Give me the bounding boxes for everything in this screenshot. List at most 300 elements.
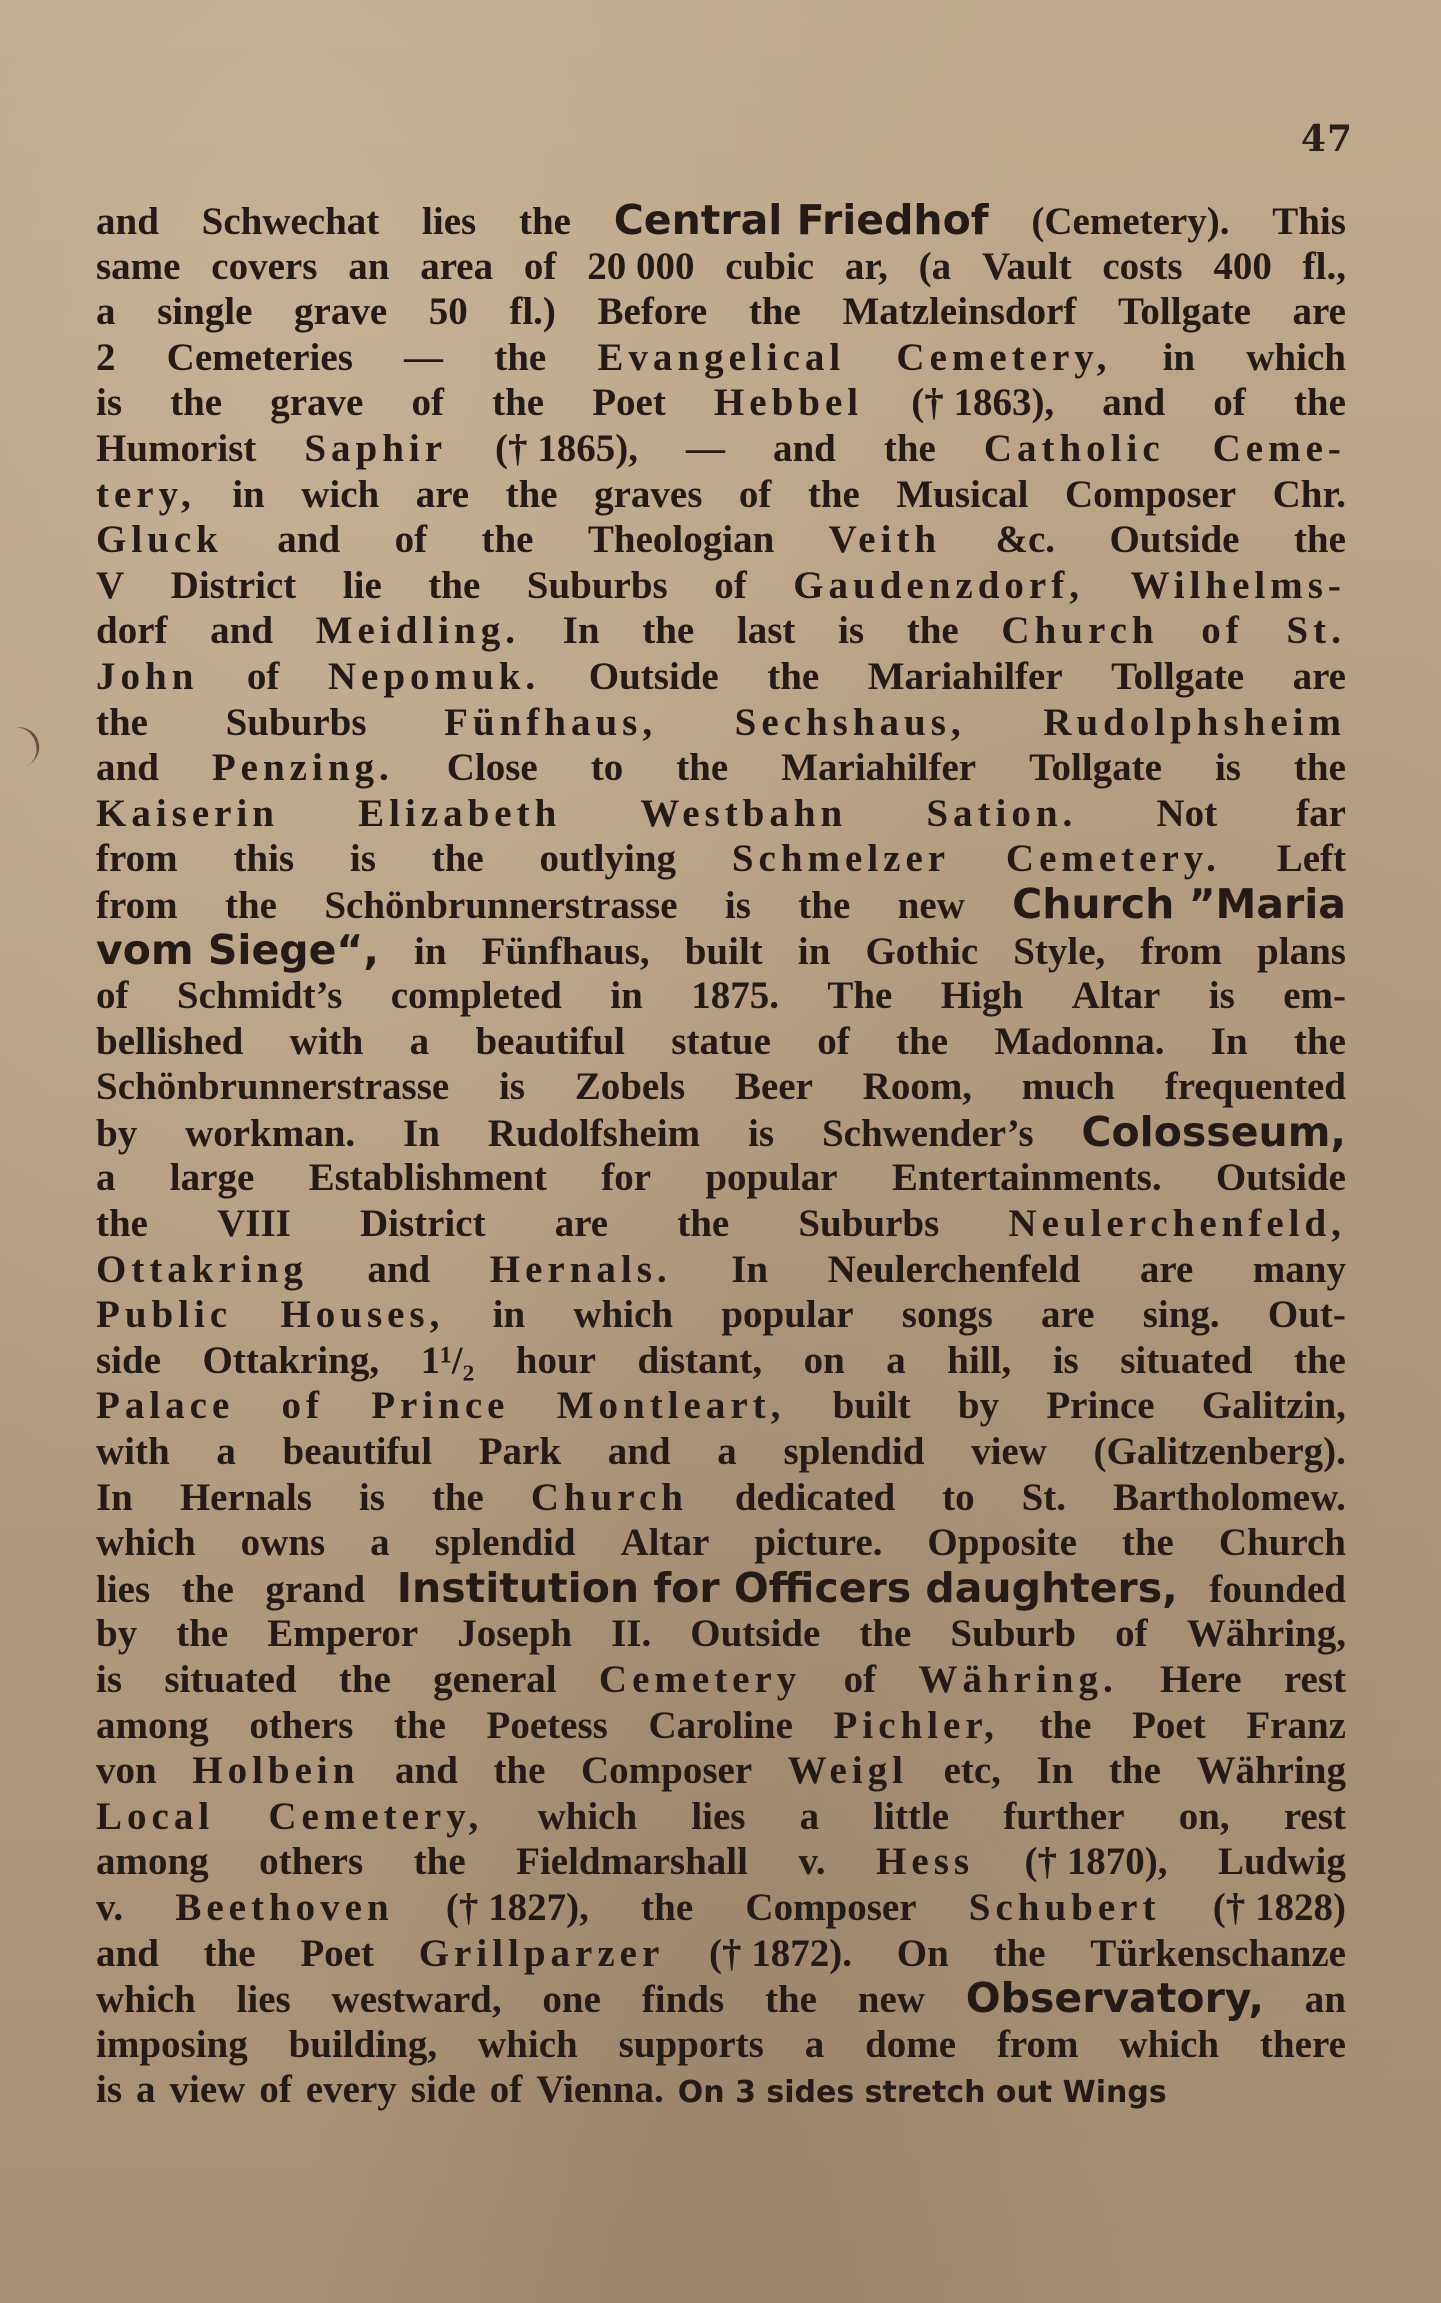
word: is <box>748 1111 775 1155</box>
word: Outside <box>588 654 719 698</box>
text-line <box>96 1064 1346 1110</box>
word: Ottakring, <box>202 1338 380 1382</box>
word: Humorist <box>96 426 257 470</box>
word: Hernals. <box>489 1247 672 1291</box>
word: from <box>996 2022 1079 2066</box>
word: rest <box>1283 1794 1346 1838</box>
word: Out- <box>1267 1293 1346 1337</box>
word: beautiful <box>282 1430 433 1474</box>
word: of <box>1201 609 1244 653</box>
word: of <box>259 2068 292 2112</box>
word: Church <box>1001 609 1159 653</box>
word: the <box>859 1612 912 1656</box>
text-line <box>96 1107 1346 1156</box>
word: von <box>96 1749 157 1793</box>
word: Schönbrunnerstrasse <box>324 883 678 927</box>
word: Poet <box>1132 1703 1206 1747</box>
word: general <box>433 1658 557 1701</box>
word: This <box>1272 200 1346 243</box>
word: Cemetery, <box>896 335 1112 379</box>
text-line <box>96 608 1346 654</box>
word: the <box>1293 1338 1346 1382</box>
word: lies <box>96 1567 151 1611</box>
word: others <box>249 1703 354 1747</box>
word: a <box>96 1156 116 1200</box>
word: 1875. <box>691 974 779 1018</box>
word: built <box>684 929 763 973</box>
word: — <box>685 426 725 470</box>
word: Währing, <box>1186 1612 1346 1656</box>
word: v. <box>798 1840 826 1884</box>
word: of <box>817 1019 850 1063</box>
word: Ottakring <box>96 1247 308 1291</box>
word: by <box>96 1111 138 1155</box>
word: Nepomuk. <box>327 654 541 698</box>
word: is <box>358 1475 385 1519</box>
text-line <box>96 879 1346 928</box>
word: Cemeteries <box>166 335 353 379</box>
word: from <box>96 883 178 927</box>
text-line <box>96 2022 1346 2068</box>
text-line <box>96 1201 1346 1247</box>
word: dedicated <box>734 1475 896 1519</box>
word: a <box>717 1430 737 1474</box>
text-line <box>96 1247 1346 1293</box>
word: is <box>1214 746 1241 790</box>
word: Gothic <box>865 929 979 973</box>
word: Grillparzer <box>418 1931 665 1975</box>
word: Observatory, <box>965 1974 1264 2023</box>
word: the <box>493 1749 546 1793</box>
word: the <box>1039 1703 1092 1747</box>
word: the <box>798 883 851 927</box>
text-line <box>96 1794 1346 1840</box>
word: among <box>96 1840 209 1884</box>
word: 1¹/₂ <box>420 1338 475 1382</box>
word: large <box>169 1156 255 1200</box>
word: In <box>403 1111 440 1155</box>
word: Cemetery <box>598 1658 802 1701</box>
word: area <box>420 244 494 288</box>
word: v. <box>96 1885 124 1929</box>
word: VIII <box>217 1202 291 1246</box>
word: († 1870), <box>1024 1840 1168 1884</box>
word: finds <box>641 1978 725 2022</box>
word: on <box>803 1338 845 1382</box>
word: every <box>305 2068 397 2112</box>
word: Poet <box>592 381 666 425</box>
word: Türkenschanze <box>1090 1931 1346 1975</box>
word: &c. <box>995 518 1056 562</box>
word: Neulerchenfeld <box>827 1247 1081 1291</box>
word: Meidling. <box>315 609 520 653</box>
word: the <box>764 1978 817 2022</box>
word: dorf <box>96 609 168 653</box>
word: hill, <box>947 1338 1012 1382</box>
word: Mariahilfer <box>781 746 977 790</box>
word: Schmelzer <box>731 837 951 881</box>
word: the <box>170 381 223 425</box>
margin-mark <box>0 722 45 771</box>
word: by <box>96 1612 138 1656</box>
word: the <box>492 381 545 425</box>
word: a <box>216 1430 236 1474</box>
word: are <box>415 472 470 516</box>
word: a <box>804 2022 825 2066</box>
word: dome <box>865 2022 957 2066</box>
word: the <box>676 746 729 790</box>
word: little <box>873 1794 950 1838</box>
text-line <box>96 700 1346 746</box>
word: of <box>738 472 772 516</box>
word: further <box>1003 1794 1125 1838</box>
word: Houses, <box>280 1293 445 1337</box>
word: the <box>906 609 959 653</box>
text-line <box>96 1019 1346 1065</box>
word: Währing <box>1196 1749 1346 1793</box>
word: Park <box>478 1430 562 1474</box>
word: in <box>797 929 831 973</box>
word: the <box>1293 746 1346 790</box>
word: Hess <box>876 1840 975 1884</box>
word: picture. <box>754 1521 883 1565</box>
word: the <box>748 290 801 334</box>
word: Währing. <box>918 1658 1118 1701</box>
word: are <box>1139 1247 1194 1291</box>
word: of <box>843 1658 877 1701</box>
word: Fünfhaus, <box>481 929 650 973</box>
word: of <box>394 518 428 562</box>
word: Tollgate <box>1117 290 1251 334</box>
word: Not <box>1156 791 1218 835</box>
word: Composer <box>1065 472 1237 516</box>
word: to <box>590 746 624 790</box>
word: Penzing. <box>211 746 394 790</box>
word: Veith <box>828 518 942 562</box>
word: single <box>157 290 253 334</box>
word: of <box>489 2068 523 2112</box>
word: rest <box>1283 1658 1346 1701</box>
text-line <box>96 1748 1346 1794</box>
word: the <box>393 1703 446 1747</box>
word: a <box>370 1521 390 1565</box>
word: with <box>96 1430 170 1474</box>
word: in <box>610 974 643 1018</box>
word: Wilhelms- <box>1130 563 1346 607</box>
word: from <box>1140 929 1222 973</box>
text-line <box>96 426 1346 472</box>
word: a <box>136 2068 156 2112</box>
word: the <box>642 609 695 653</box>
text-line <box>96 380 1346 426</box>
word: and <box>96 746 159 790</box>
word: by <box>957 1384 1000 1428</box>
word: which <box>1119 2022 1220 2066</box>
word: Here <box>1160 1658 1242 1701</box>
word: Poet <box>300 1931 374 1975</box>
word: and <box>96 200 159 243</box>
word: founded <box>1209 1567 1346 1611</box>
word: V <box>96 563 125 607</box>
word: plans <box>1257 929 1346 973</box>
word: († 1872). <box>709 1931 853 1975</box>
word: graves <box>594 472 703 516</box>
word: Emperor <box>267 1612 419 1656</box>
word: — <box>404 335 444 379</box>
word: a <box>409 1019 430 1063</box>
word: workman. <box>185 1111 356 1155</box>
word: is <box>1208 974 1235 1018</box>
text-line <box>96 2067 1346 2113</box>
word: Suburbs <box>526 563 668 607</box>
word: Gaudenzdorf, <box>793 563 1084 607</box>
text-line <box>96 1703 1346 1749</box>
word: built <box>832 1384 911 1428</box>
word: new <box>857 1978 925 2022</box>
word: ar, <box>844 244 888 288</box>
word: grave <box>294 290 388 334</box>
word: etc, <box>943 1749 1001 1793</box>
word: same <box>96 244 181 288</box>
word: Composer <box>745 1885 917 1929</box>
word: Local <box>96 1794 215 1838</box>
text-line <box>96 1657 1346 1703</box>
word: supports <box>618 2022 764 2066</box>
word: are <box>1292 290 1346 334</box>
word: Tollgate <box>1029 746 1162 790</box>
word: the <box>883 426 936 470</box>
word: the <box>338 1658 391 1701</box>
word: of <box>523 244 557 288</box>
word: is <box>498 1065 525 1109</box>
word: and <box>772 426 836 470</box>
word: which <box>1246 335 1346 379</box>
word: distant, <box>637 1338 763 1382</box>
word: Westbahn <box>640 791 848 835</box>
word: far <box>1296 791 1346 835</box>
word: Weigl <box>787 1749 909 1793</box>
word: of <box>1213 381 1246 425</box>
word: frequented <box>1164 1065 1346 1109</box>
word: one <box>542 1978 601 2022</box>
text-line <box>96 1839 1346 1885</box>
word: In <box>96 1475 133 1519</box>
word: Hebbel <box>713 381 864 425</box>
word: Rudolfsheim <box>487 1111 701 1155</box>
text-line <box>96 836 1346 882</box>
word: which <box>537 1794 638 1838</box>
word: others <box>259 1840 364 1884</box>
word: the <box>203 1931 256 1975</box>
text-line <box>96 335 1346 381</box>
word: and <box>367 1247 431 1291</box>
word: the <box>641 1885 694 1929</box>
word: among <box>96 1703 209 1747</box>
text-line <box>96 1563 1346 1612</box>
word: († 1863), <box>911 381 1055 425</box>
text-line <box>96 472 1346 518</box>
word: with <box>289 1019 364 1063</box>
word: is <box>1052 1338 1079 1382</box>
word: Hernals <box>179 1475 312 1519</box>
word: Palace <box>96 1384 235 1428</box>
word: Cemetery, <box>268 1794 484 1838</box>
word: building, <box>288 2022 438 2066</box>
word: westward, <box>331 1978 502 2022</box>
word: hour <box>515 1338 596 1382</box>
word: the <box>1121 1521 1174 1565</box>
word: the <box>896 1019 949 1063</box>
word: on, <box>1178 1794 1230 1838</box>
text-line <box>96 1292 1346 1338</box>
text-line <box>96 1155 1346 1201</box>
word: District <box>170 563 297 607</box>
word: Poetess <box>486 1703 608 1747</box>
word: of <box>96 974 129 1018</box>
word: Prince <box>371 1384 510 1428</box>
word: In <box>1036 1749 1074 1793</box>
word: cubic <box>725 244 815 288</box>
word: Caroline <box>648 1703 793 1747</box>
word: are <box>554 1202 609 1246</box>
word: In <box>562 609 600 653</box>
word: Altar <box>620 1521 710 1565</box>
text-line <box>96 654 1346 700</box>
text-line <box>96 244 1346 290</box>
word: (Galitzenberg). <box>1093 1430 1346 1474</box>
word: Mariahilfer <box>867 654 1063 698</box>
word: Evangelical <box>597 335 846 379</box>
word: Schwender’s <box>821 1111 1034 1155</box>
word: Ceme- <box>1212 426 1346 470</box>
word: Left <box>1276 837 1346 881</box>
word: vom Siege“, <box>96 925 379 974</box>
word: grand <box>265 1567 366 1611</box>
word: Galitzin, <box>1201 1384 1346 1428</box>
word: the <box>505 472 558 516</box>
word: Outside <box>1215 1156 1346 1200</box>
word: Theologian <box>587 518 775 562</box>
word: Prince <box>1046 1384 1155 1428</box>
word: many <box>1252 1247 1346 1291</box>
word: Fünfhaus, <box>444 700 658 744</box>
word: 400 <box>1213 244 1272 288</box>
word: an <box>1304 1978 1346 2022</box>
word: popular <box>705 1156 838 1200</box>
word: last <box>736 609 796 653</box>
word: Outside <box>690 1612 821 1656</box>
word: († 1827), <box>445 1885 589 1929</box>
text-line <box>96 289 1346 335</box>
word: lie <box>342 563 382 607</box>
word: of <box>246 654 280 698</box>
word: Suburbs <box>225 700 367 744</box>
word: Joseph <box>457 1612 573 1656</box>
word: Madonna. <box>994 1019 1165 1063</box>
word: fl.) <box>509 290 556 334</box>
word: and <box>395 1749 458 1793</box>
word: this <box>233 837 295 881</box>
word: (Cemetery). <box>1031 200 1230 243</box>
word: imposing <box>96 2022 248 2066</box>
word: splendid <box>783 1430 925 1474</box>
word: bellished <box>96 1019 244 1063</box>
word: The <box>827 974 893 1018</box>
word: Gluck <box>96 518 223 562</box>
word: St. <box>1021 1475 1067 1519</box>
text-line <box>96 563 1346 609</box>
word: Tollgate <box>1111 654 1245 698</box>
word: Church <box>530 1475 688 1519</box>
word: (a <box>918 244 952 288</box>
word: in <box>492 1293 526 1337</box>
word: Room, <box>862 1065 973 1109</box>
word: Sation. <box>926 791 1078 835</box>
word: the <box>1293 518 1346 562</box>
word: 20 000 <box>587 244 695 288</box>
word: the <box>494 335 547 379</box>
word: the <box>224 883 277 927</box>
text-line <box>96 745 1346 791</box>
word: Outside <box>1109 518 1240 562</box>
word: of <box>281 1384 324 1428</box>
word: Saphir <box>304 426 448 470</box>
word: popular <box>721 1293 854 1337</box>
word: St. <box>1286 609 1346 653</box>
word: lies <box>236 1978 291 2022</box>
page-number: 47 <box>1300 118 1353 160</box>
word: the <box>96 700 148 744</box>
word: side <box>410 2068 476 2112</box>
word: is <box>838 609 865 653</box>
word: from <box>96 837 178 881</box>
word: and <box>210 609 274 653</box>
word: lies <box>422 200 477 243</box>
word: beautiful <box>475 1019 625 1063</box>
word: Vienna. <box>536 2068 664 2112</box>
word: the <box>1108 1749 1161 1793</box>
word: II. <box>611 1612 652 1656</box>
word: view <box>169 2068 246 2112</box>
word: and <box>96 1931 159 1975</box>
word: In <box>731 1247 769 1291</box>
word: Composer <box>580 1749 753 1793</box>
word: covers <box>211 244 318 288</box>
word: owns <box>240 1521 326 1565</box>
word: Fieldmarshall <box>516 1840 748 1884</box>
word: Institution for Officers daughters, <box>396 1563 1178 1612</box>
word: († 1865), <box>495 426 638 470</box>
word: the <box>431 1475 484 1519</box>
word: 2 <box>96 335 116 379</box>
word: Montleart, <box>556 1384 786 1428</box>
word: Suburbs <box>798 1202 940 1246</box>
word: Before <box>597 290 708 334</box>
word: Schönbrunnerstrasse <box>96 1065 450 1109</box>
word: Public <box>96 1293 233 1337</box>
word: († 1828) <box>1212 1885 1346 1929</box>
word: and <box>1102 381 1166 425</box>
word: tery, <box>96 472 196 516</box>
word: in <box>232 472 265 516</box>
word: the <box>431 837 484 881</box>
word: is <box>96 381 123 425</box>
word: In <box>1210 1019 1248 1063</box>
word: is <box>96 1658 123 1701</box>
text-line <box>96 1429 1346 1475</box>
word: Ludwig <box>1218 1840 1346 1884</box>
word: the <box>1293 381 1346 425</box>
